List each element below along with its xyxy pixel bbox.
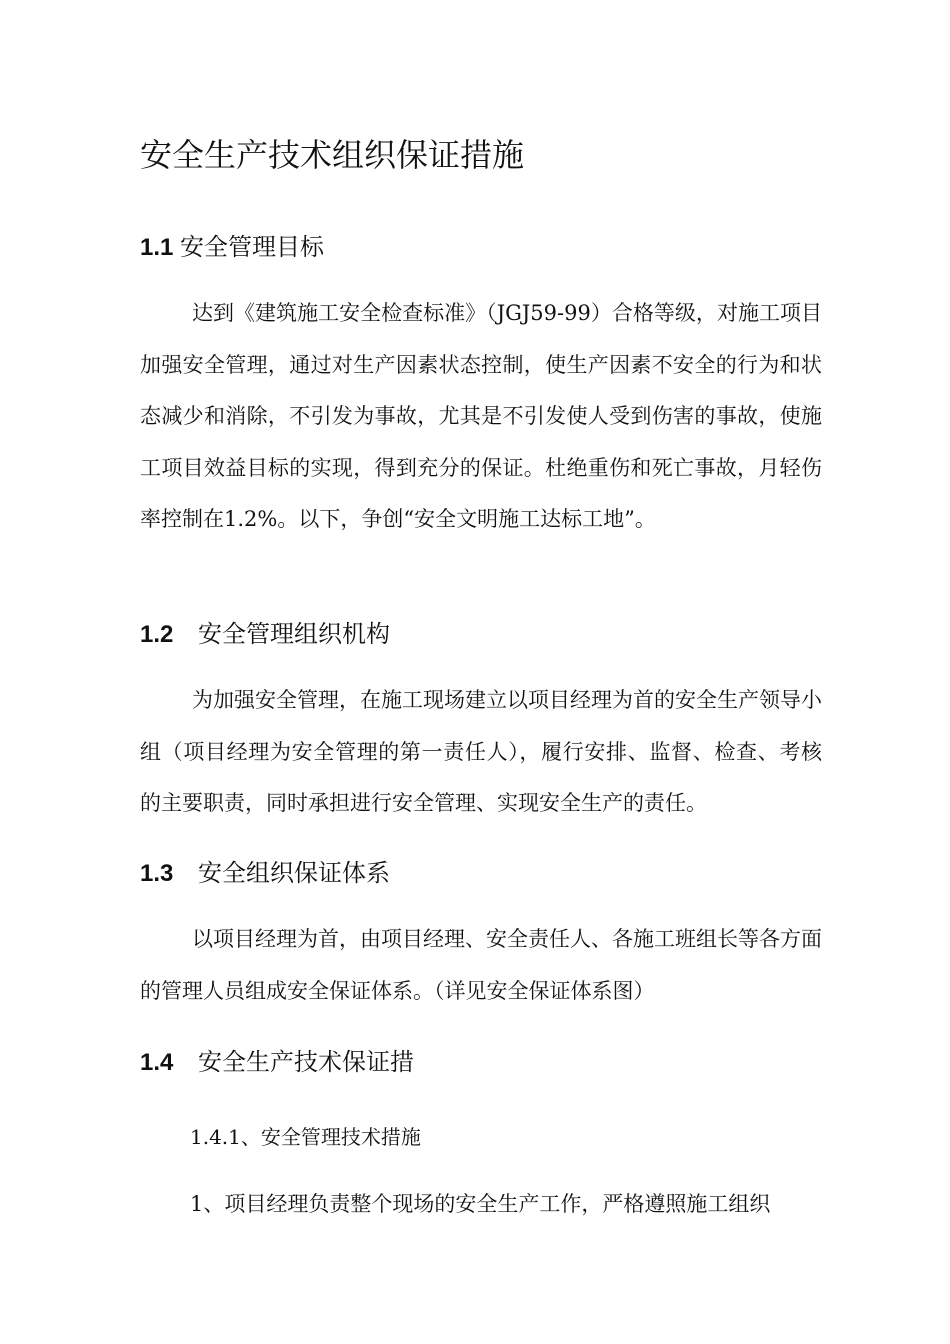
section-heading-1-2	[140, 617, 390, 652]
section-number: 1.1	[140, 234, 174, 261]
list-item-1: 1、项目经理负责整个现场的安全生产工作，严格遵照施工组织	[190, 1192, 771, 1216]
section-heading-1-3	[140, 856, 390, 891]
section-heading-1-4	[140, 1045, 414, 1080]
section-number: 1.3	[140, 860, 174, 887]
section-number: 1.4	[140, 1049, 174, 1076]
document-title: 安全生产技术组织保证措施	[140, 136, 525, 174]
section-paragraph-1-1: 达到《建筑施工安全检查标准》（JGJ59-99）合格等级，对施工项目加强安全管理，通过对生产因素状态控制，使生产因素不安全的行为和状态减少和消除，不引发为事故，尤其是不引发使人受到伤害的事故，使施工项目效益目标的实现，得到充分的保证。杜绝重伤和死亡事故，月轻伤率控制在1.2%。以下，争创“安全文明施工达标工地”。	[140, 301, 822, 531]
section-number: 1.2	[140, 621, 174, 648]
section-title: 安全生产技术保证措	[198, 1048, 414, 1076]
section-paragraph-1-2: 为加强安全管理，在施工现场建立以项目经理为首的安全生产领导小组（项目经理为安全管理的第一责任人），履行安排、监督、检查、考核的主要职责，同时承担进行安全管理、实现安全生产的责任。	[140, 688, 822, 815]
section-heading-1-1	[140, 230, 324, 265]
section-title: 安全管理目标	[180, 233, 324, 261]
section-title: 安全组织保证体系	[198, 859, 390, 887]
subsection-heading-1-4-1: 1.4.1、安全管理技术措施	[190, 1125, 421, 1149]
section-paragraph-1-3: 以项目经理为首，由项目经理、安全责任人、各施工班组长等各方面的管理人员组成安全保证体系。（详见安全保证体系图）	[140, 927, 822, 1003]
section-title: 安全管理组织机构	[198, 620, 390, 648]
